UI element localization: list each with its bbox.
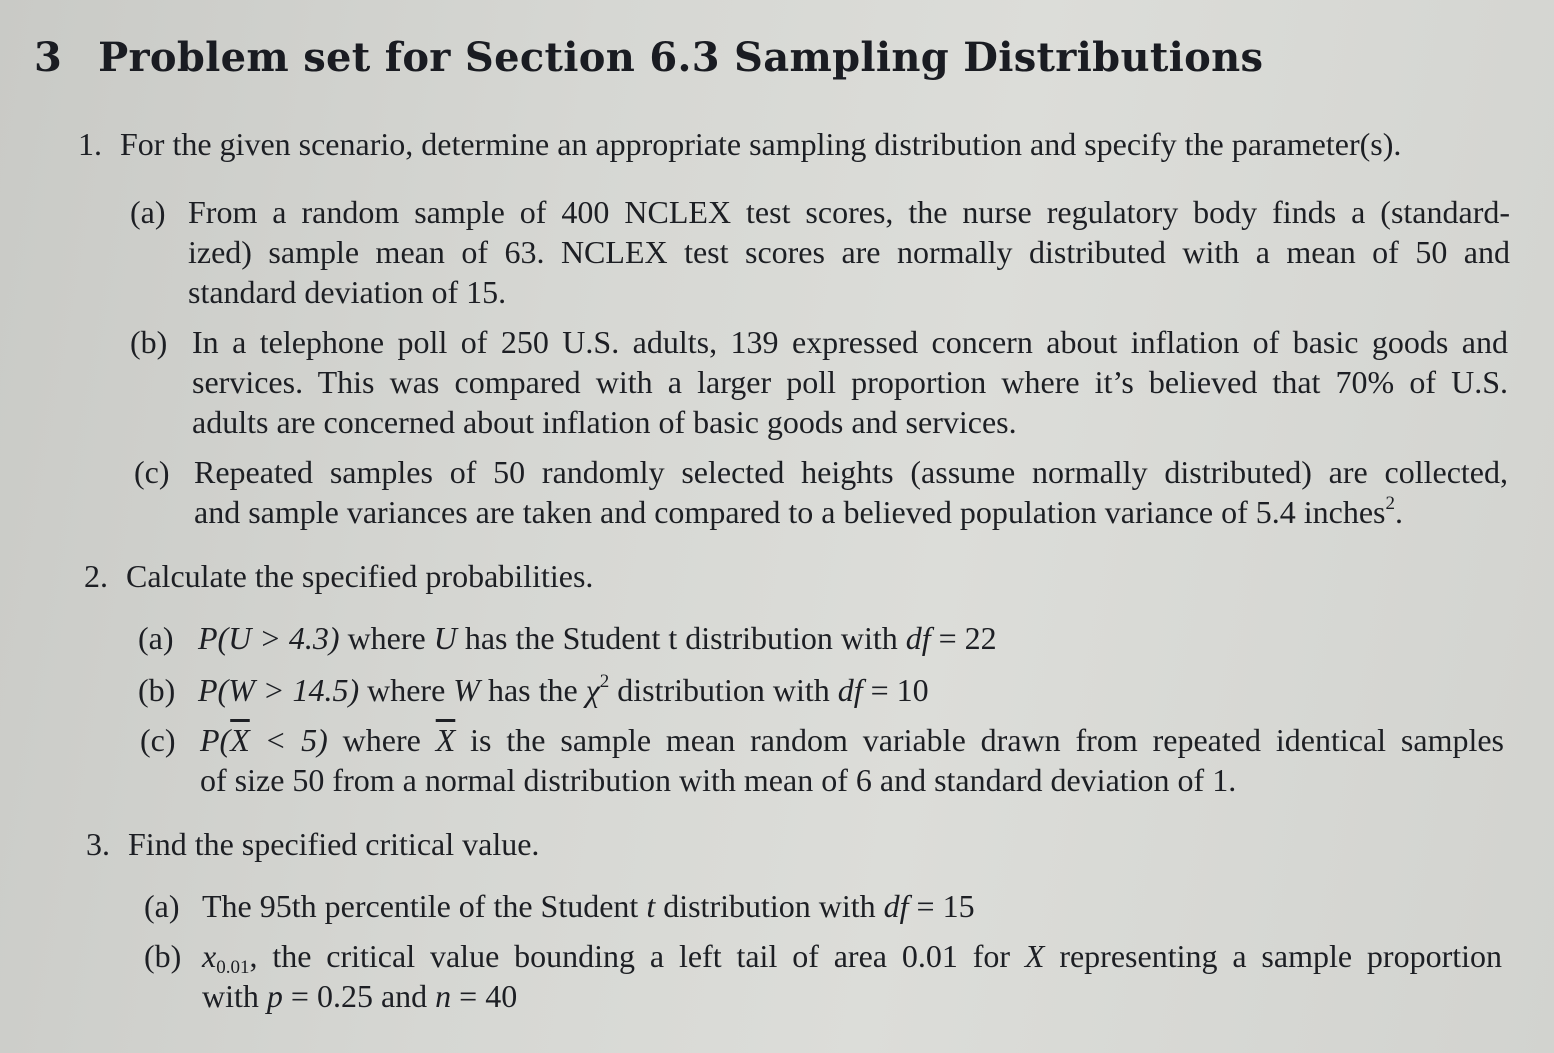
math-var: x	[202, 938, 217, 974]
part-text-line: From a random sample of 400 NCLEX test scores, the nurse regulatory body finds a (standard-	[188, 194, 1510, 230]
part-text: and sample variances are taken and compared to a believed population variance of 5.4 inches	[194, 494, 1386, 530]
x-bar: $\overline{X}$	[435, 722, 456, 758]
section-number: 3	[34, 34, 63, 81]
problem-1-number: 1.	[78, 126, 102, 162]
problem-2-prompt: Calculate the specified probabilities.	[126, 558, 594, 594]
math-var: t	[646, 888, 656, 924]
part-text: , the critical value bounding a left tail of area 0.01 for	[249, 938, 1025, 974]
math-expr	[200, 722, 328, 758]
part-text: .	[1395, 494, 1403, 530]
part-label: (b)	[138, 672, 176, 708]
part-text-line	[202, 936, 1502, 976]
part-text-line: standard deviation of 15.	[188, 274, 507, 310]
part-text-line: services. This was compared with a larger poll proportion where it’s believed that 70% of U.S.	[192, 364, 1508, 400]
part-text: The 95th percentile of the Student	[202, 888, 647, 924]
part-text-line: adults are concerned about inflation of basic goods and services.	[192, 404, 1017, 440]
part-text: = 22	[930, 620, 997, 656]
part-text: where	[359, 672, 454, 708]
part-text-line: of size 50 from a normal distribution with mean of 6 and standard deviation of 1.	[200, 762, 1237, 798]
section-title: Problem set for Section 6.3 Sampling Distributions	[98, 34, 1264, 81]
df-label: df	[905, 620, 931, 656]
part-text: where	[327, 722, 436, 758]
chi-symbol: χ	[585, 672, 600, 708]
problem-2-number: 2.	[84, 558, 108, 594]
part-label: (a)	[138, 620, 174, 656]
part-label: (c)	[140, 722, 176, 758]
df-label: df	[883, 888, 909, 924]
part-text: = 40	[451, 978, 518, 1014]
part-label: (a)	[144, 888, 180, 924]
superscript: 2	[1385, 493, 1395, 514]
part-text: = 10	[862, 672, 929, 708]
part-text-line: In a telephone poll of 250 U.S. adults, 139 expressed concern about inflation of basic goods and	[192, 324, 1508, 360]
part-text-line: ized) sample mean of 63. NCLEX test scores are normally distributed with a mean of 50 and	[188, 234, 1510, 270]
part-label: (c)	[134, 454, 170, 490]
part-text: distribution with	[655, 888, 884, 924]
math-var: n	[435, 978, 452, 1014]
math-var: X	[1024, 938, 1045, 974]
part-text: is the sample mean random variable drawn from repeated identical samples	[455, 722, 1505, 758]
problem-3-number: 3.	[86, 826, 110, 862]
part-text: has the	[479, 672, 586, 708]
part-text: representing a sample proportion	[1044, 938, 1503, 974]
math-expr: P(U > 4.3)	[198, 620, 340, 656]
part-text: has the Student t distribution with	[456, 620, 906, 656]
problem-1	[78, 124, 1401, 164]
math-part: P(	[200, 722, 231, 758]
x-bar: $\overline{X}$	[230, 722, 250, 758]
part-text-line	[202, 976, 1502, 1016]
math-expr: P(W > 14.5)	[198, 672, 360, 708]
superscript: 2	[599, 671, 610, 692]
part-text-line	[198, 670, 929, 710]
part-text: = 0.25 and	[282, 978, 436, 1014]
math-part: < 5)	[249, 722, 328, 758]
part-text-line	[202, 886, 975, 926]
problem-3	[86, 824, 539, 864]
problem-3-prompt: Find the specified critical value.	[128, 826, 540, 862]
part-text: with	[202, 978, 267, 1014]
problem-2	[84, 556, 593, 596]
subscript: 0.01	[216, 957, 250, 978]
part-label: (b)	[130, 324, 168, 360]
section-heading	[34, 34, 1263, 81]
part-text-line	[194, 492, 1508, 532]
part-text: distribution with	[609, 672, 838, 708]
part-text-line: Repeated samples of 50 randomly selected heights (assume normally distributed) are collected,	[194, 454, 1508, 490]
math-var: p	[266, 978, 283, 1014]
df-label: df	[837, 672, 863, 708]
part-text: where	[339, 620, 434, 656]
part-label: (a)	[130, 194, 166, 230]
math-var: U	[433, 620, 457, 656]
part-text-line	[200, 720, 1504, 760]
part-label: (b)	[144, 938, 182, 974]
part-text: = 15	[908, 888, 975, 924]
part-text-line	[198, 618, 997, 658]
problem-1-prompt: For the given scenario, determine an appropriate sampling distribution and specify the parameter(s).	[120, 126, 1402, 162]
math-var: W	[453, 672, 480, 708]
